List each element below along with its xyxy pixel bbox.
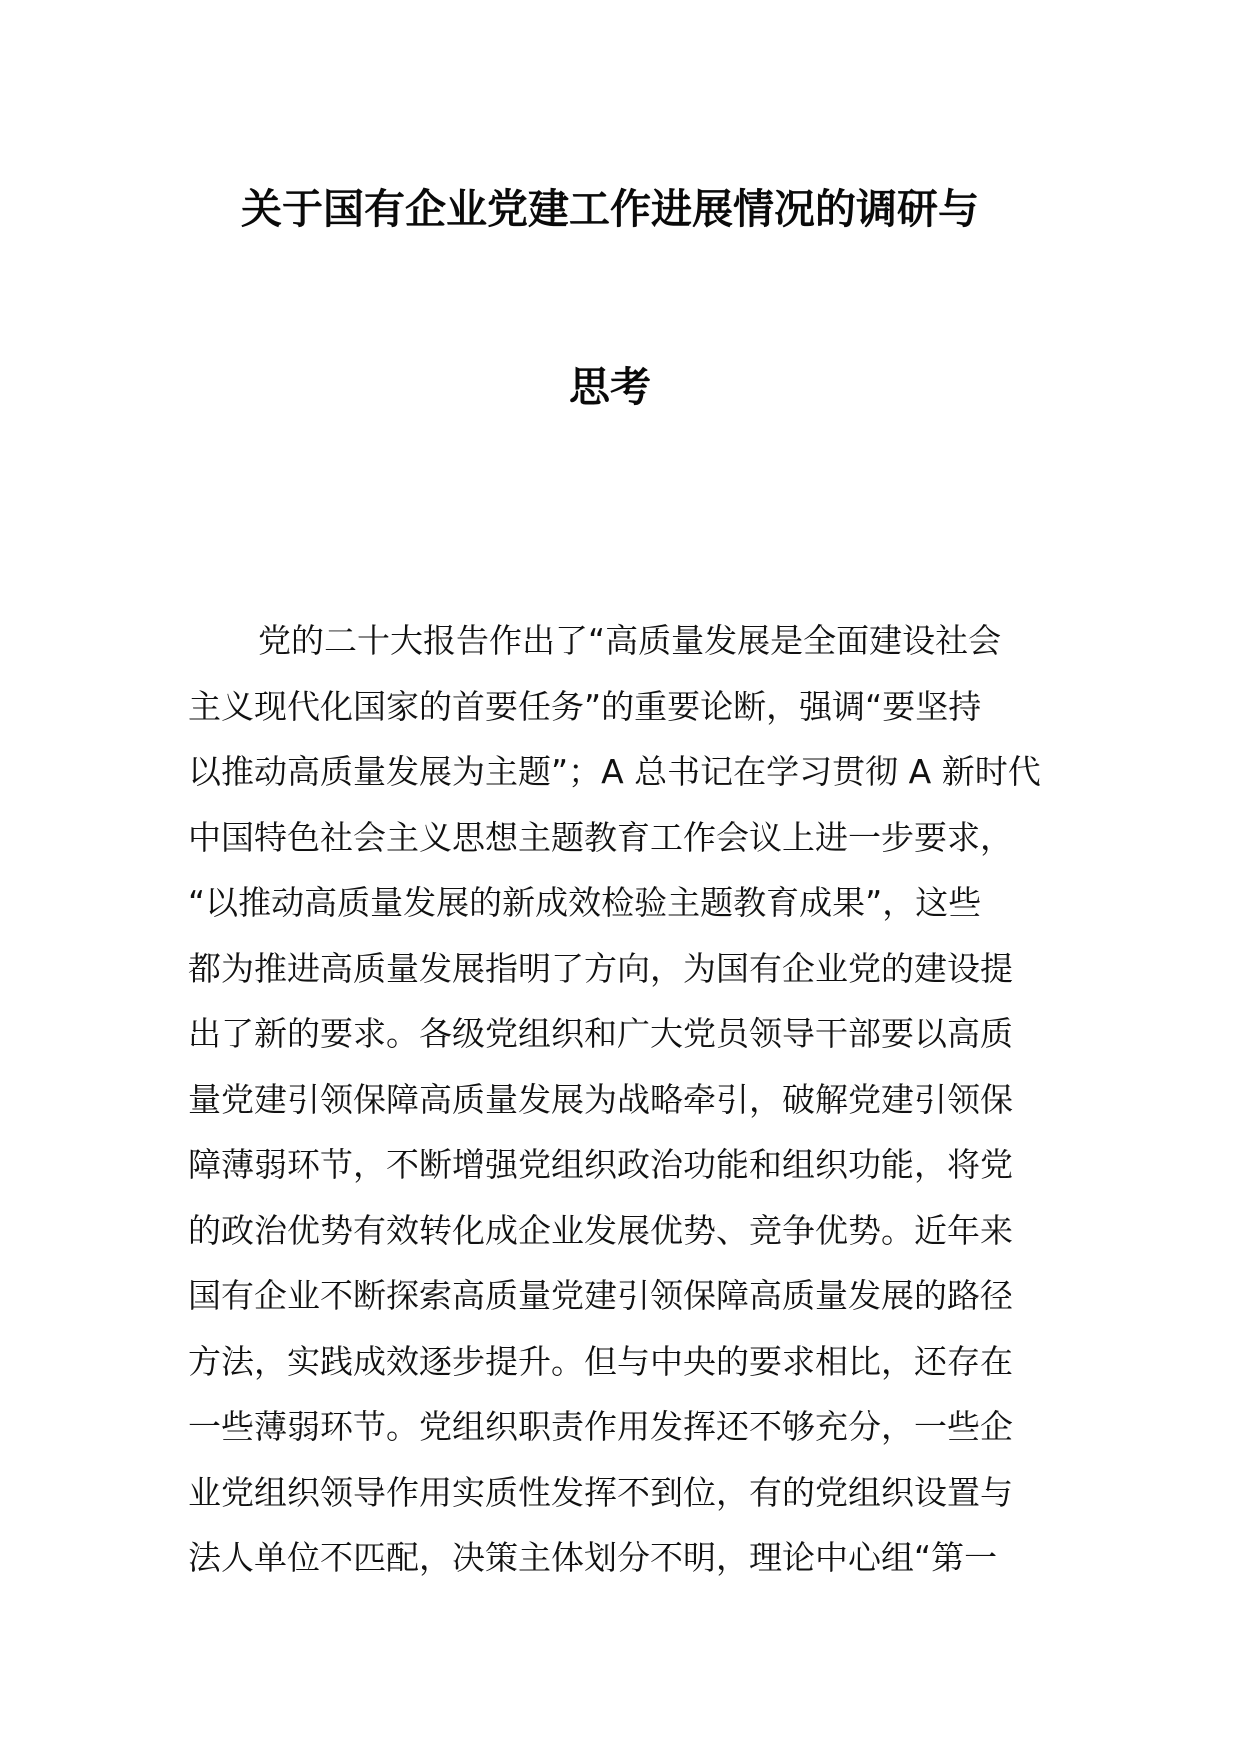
document-body — [188, 608, 1053, 1591]
body-line: 法人单位不匹配，决策主体划分不明，理论中心组“第一 — [188, 1538, 998, 1577]
body-line: 量党建引领保障高质量发展为战略牵引，破解党建引领保 — [188, 1079, 1013, 1119]
body-line: 主义现代化国家的首要任务”的重要论断，强调“要坚持 — [188, 686, 982, 726]
body-line: 业党组织领导作用实质性发挥不到位，有的党组织设置与 — [188, 1472, 1013, 1512]
body-line: 中国特色社会主义思想主题教育工作会议上进一步要求， — [188, 817, 1013, 857]
body-line: 都为推进高质量发展指明了方向，为国有企业党的建设提 — [188, 948, 1013, 988]
body-line: 党的二十大报告作出了“高质量发展是全面建设社会 — [258, 621, 1002, 660]
body-line: 以推动高质量发展为主题”；A 总书记在学习贯彻 A 新时代 — [188, 752, 1041, 791]
body-line: 一些薄弱环节。党组织职责作用发挥还不够充分，一些企 — [188, 1407, 1013, 1446]
body-line: 出了新的要求。各级党组织和广大党员领导干部要以高质 — [188, 1014, 1013, 1053]
document-title-line-2: 思考 — [569, 363, 651, 411]
body-line: 障薄弱环节，不断增强党组织政治功能和组织功能，将党 — [188, 1145, 1013, 1184]
document-title-line-1: 关于国有企业党建工作进展情况的调研与 — [241, 185, 979, 233]
body-line: “以推动高质量发展的新成效检验主题教育成果”，这些 — [188, 883, 982, 922]
body-line: 国有企业不断探索高质量党建引领保障高质量发展的路径 — [188, 1276, 1013, 1315]
body-line: 方法，实践成效逐步提升。但与中央的要求相比，还存在 — [188, 1341, 1013, 1381]
body-line: 的政治优势有效转化成企业发展优势、竞争优势。近年来 — [188, 1210, 1013, 1250]
